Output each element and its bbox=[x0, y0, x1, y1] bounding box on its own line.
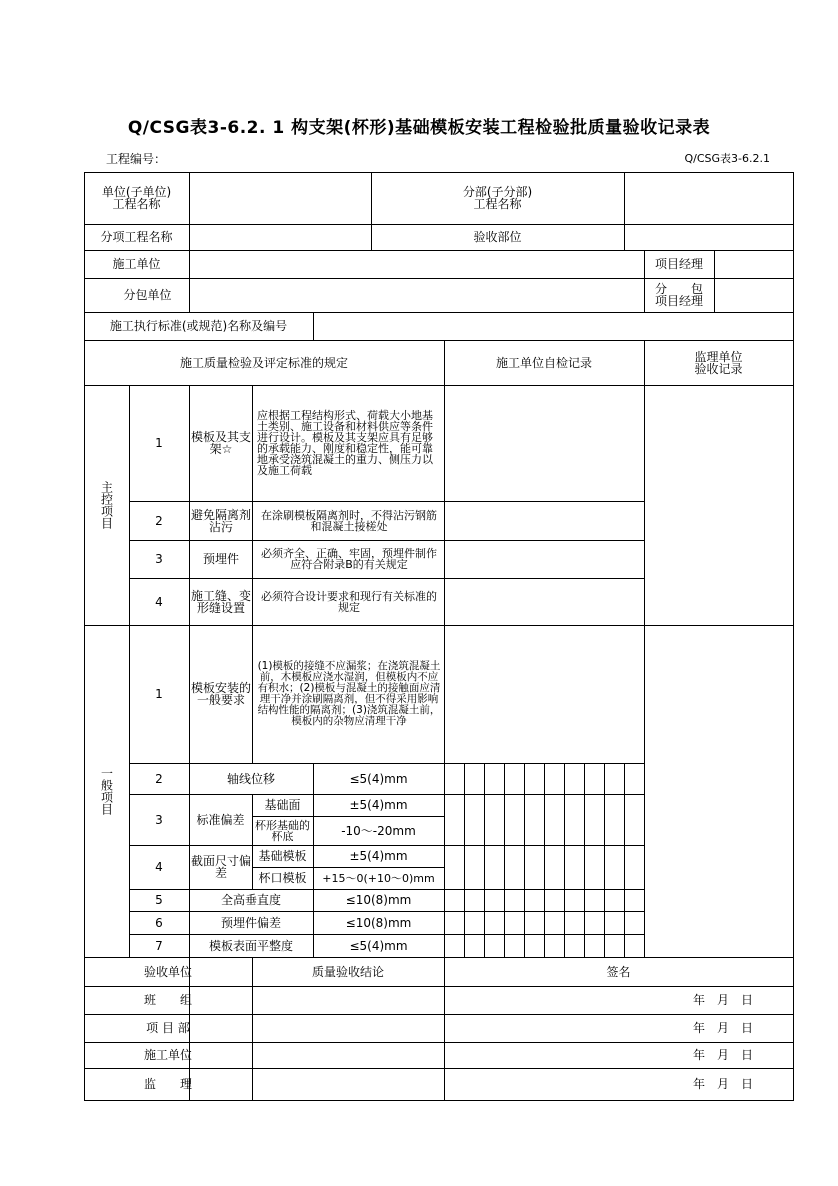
acceptance-row-unit: 监 理 bbox=[143, 1077, 192, 1091]
unit-project-label: 单位(子单位) 工程名称 bbox=[101, 185, 172, 211]
main-row-2-req: 在涂刷模板隔离剂时，不得沾污钢筋和混凝土接槎处 bbox=[261, 508, 437, 533]
gen-row-6-tol: ≤10(8)mm bbox=[345, 915, 412, 930]
gen-row-6-item: 预埋件偏差 bbox=[220, 915, 281, 930]
gen-row-3-tol1: ±5(4)mm bbox=[349, 798, 408, 812]
gen-row-7-item: 模板表面平整度 bbox=[208, 938, 293, 953]
acceptance-row-date: 年 月 日 bbox=[692, 993, 753, 1007]
gen-row-4-tol2: +15～0(+10～0)mm bbox=[322, 871, 435, 885]
unit-project-value[interactable] bbox=[189, 172, 371, 224]
gen-row-7-tol: ≤5(4)mm bbox=[349, 938, 408, 953]
self-check-column-header: 施工单位自检记录 bbox=[495, 355, 592, 370]
form-code: Q/CSG表3-6.2.1 bbox=[684, 152, 770, 165]
sub-project-label: 分部(子分部) 工程名称 bbox=[462, 185, 533, 211]
gen-row-3-tol2: -10～-20mm bbox=[341, 823, 416, 838]
main-row-1-item: 模板及其支架☆ bbox=[191, 430, 252, 456]
gen-row-1-no: 1 bbox=[155, 687, 163, 701]
gen-row-4-sub1: 基础模板 bbox=[258, 849, 307, 863]
gen-row-4-tol1: ±5(4)mm bbox=[349, 849, 408, 863]
gen-row-2-item: 轴线位移 bbox=[226, 771, 275, 786]
subcontract-unit-label: 分包单位 bbox=[123, 288, 172, 302]
acceptance-part-label: 验收部位 bbox=[473, 230, 522, 244]
main-row-1-no: 1 bbox=[155, 436, 163, 450]
acceptance-row-date: 年 月 日 bbox=[692, 1021, 753, 1035]
sub-pm-label: 分 包 项目经理 bbox=[654, 282, 703, 308]
gen-row-5-no: 5 bbox=[155, 893, 163, 907]
gen-row-5-tol: ≤10(8)mm bbox=[345, 893, 412, 907]
acceptance-conclusion-header: 质量验收结论 bbox=[311, 964, 384, 979]
main-control-label: 主控项目 bbox=[99, 481, 114, 529]
construction-unit-label: 施工单位 bbox=[112, 257, 161, 271]
gen-row-1-req: (1)模板的接缝不应漏浆；在浇筑混凝土前，木模板应浇水湿润，但模板内不应有积水；(2)模板与混凝土的接触面应清理干净并涂刷隔离剂，但不得采用影响结构性能的隔离剂；(3)浇筑混凝土前，模板内的杂物应清理干净 bbox=[257, 660, 441, 727]
gen-row-3-sub1: 基础面 bbox=[264, 798, 301, 812]
main-row-2-no: 2 bbox=[155, 513, 163, 528]
main-row-3-item: 预埋件 bbox=[202, 552, 239, 566]
gen-row-4-item: 截面尺寸偏差 bbox=[191, 854, 252, 880]
form-title: Q/CSG表3-6.2. 1 构支架(杯形)基础模板安装工程检验批质量验收记录表 bbox=[127, 118, 711, 138]
gen-row-5-item: 全高垂直度 bbox=[220, 893, 281, 907]
project-manager-label: 项目经理 bbox=[654, 257, 703, 271]
gen-row-4-no: 4 bbox=[155, 860, 163, 874]
gen-row-3-sub2: 杯形基础的杯底 bbox=[255, 818, 310, 843]
gen-row-4-sub2: 杯口模板 bbox=[258, 871, 307, 885]
acceptance-unit-header: 验收单位 bbox=[143, 964, 192, 979]
gen-row-1-item: 模板安装的一般要求 bbox=[191, 681, 252, 707]
main-row-4-no: 4 bbox=[155, 594, 163, 609]
standard-label: 施工执行标准(或规范)名称及编号 bbox=[109, 319, 288, 333]
gen-row-6-no: 6 bbox=[155, 915, 163, 930]
supervision-column-header: 监理单位 验收记录 bbox=[694, 349, 743, 376]
acceptance-row-date: 年 月 日 bbox=[692, 1077, 753, 1091]
gen-row-7-no: 7 bbox=[155, 938, 163, 953]
main-row-3-req: 必须齐全、正确、牢固，预埋件制作应符合附录B的有关规定 bbox=[261, 547, 437, 571]
main-row-1-req: 应根据工程结构形式、荷载大小地基土类别、施工设备和材料供应等条件进行设计。模板及其支架应具有足够的承载能力、刚度和稳定性，能可靠地承受浇筑混凝土的重力、侧压力以及施工荷载 bbox=[257, 409, 433, 477]
main-row-3-no: 3 bbox=[155, 552, 163, 566]
project-no-label: 工程编号： bbox=[106, 152, 167, 166]
general-label: 一般项目 bbox=[99, 767, 114, 815]
gen-row-2-tol: ≤5(4)mm bbox=[349, 771, 408, 786]
acceptance-row-unit: 班 组 bbox=[143, 993, 192, 1007]
gen-row-2-no: 2 bbox=[155, 771, 163, 786]
acceptance-row-date: 年 月 日 bbox=[692, 1048, 753, 1062]
acceptance-sign-header: 签名 bbox=[606, 964, 631, 979]
gen-row-3-no: 3 bbox=[155, 812, 163, 827]
main-row-4-item: 施工缝、变形缝设置 bbox=[191, 588, 252, 615]
main-row-4-req: 必须符合设计要求和现行有关标准的规定 bbox=[261, 589, 437, 614]
main-row-2-item: 避免隔离剂沾污 bbox=[191, 507, 252, 534]
spec-column-header: 施工质量检验及评定标准的规定 bbox=[179, 355, 348, 370]
gen-row-3-item: 标准偏差 bbox=[196, 812, 245, 827]
acceptance-row-unit: 项 目 部 bbox=[146, 1021, 190, 1035]
acceptance-row-unit: 施工单位 bbox=[143, 1048, 192, 1062]
item-project-label: 分项工程名称 bbox=[100, 230, 173, 244]
